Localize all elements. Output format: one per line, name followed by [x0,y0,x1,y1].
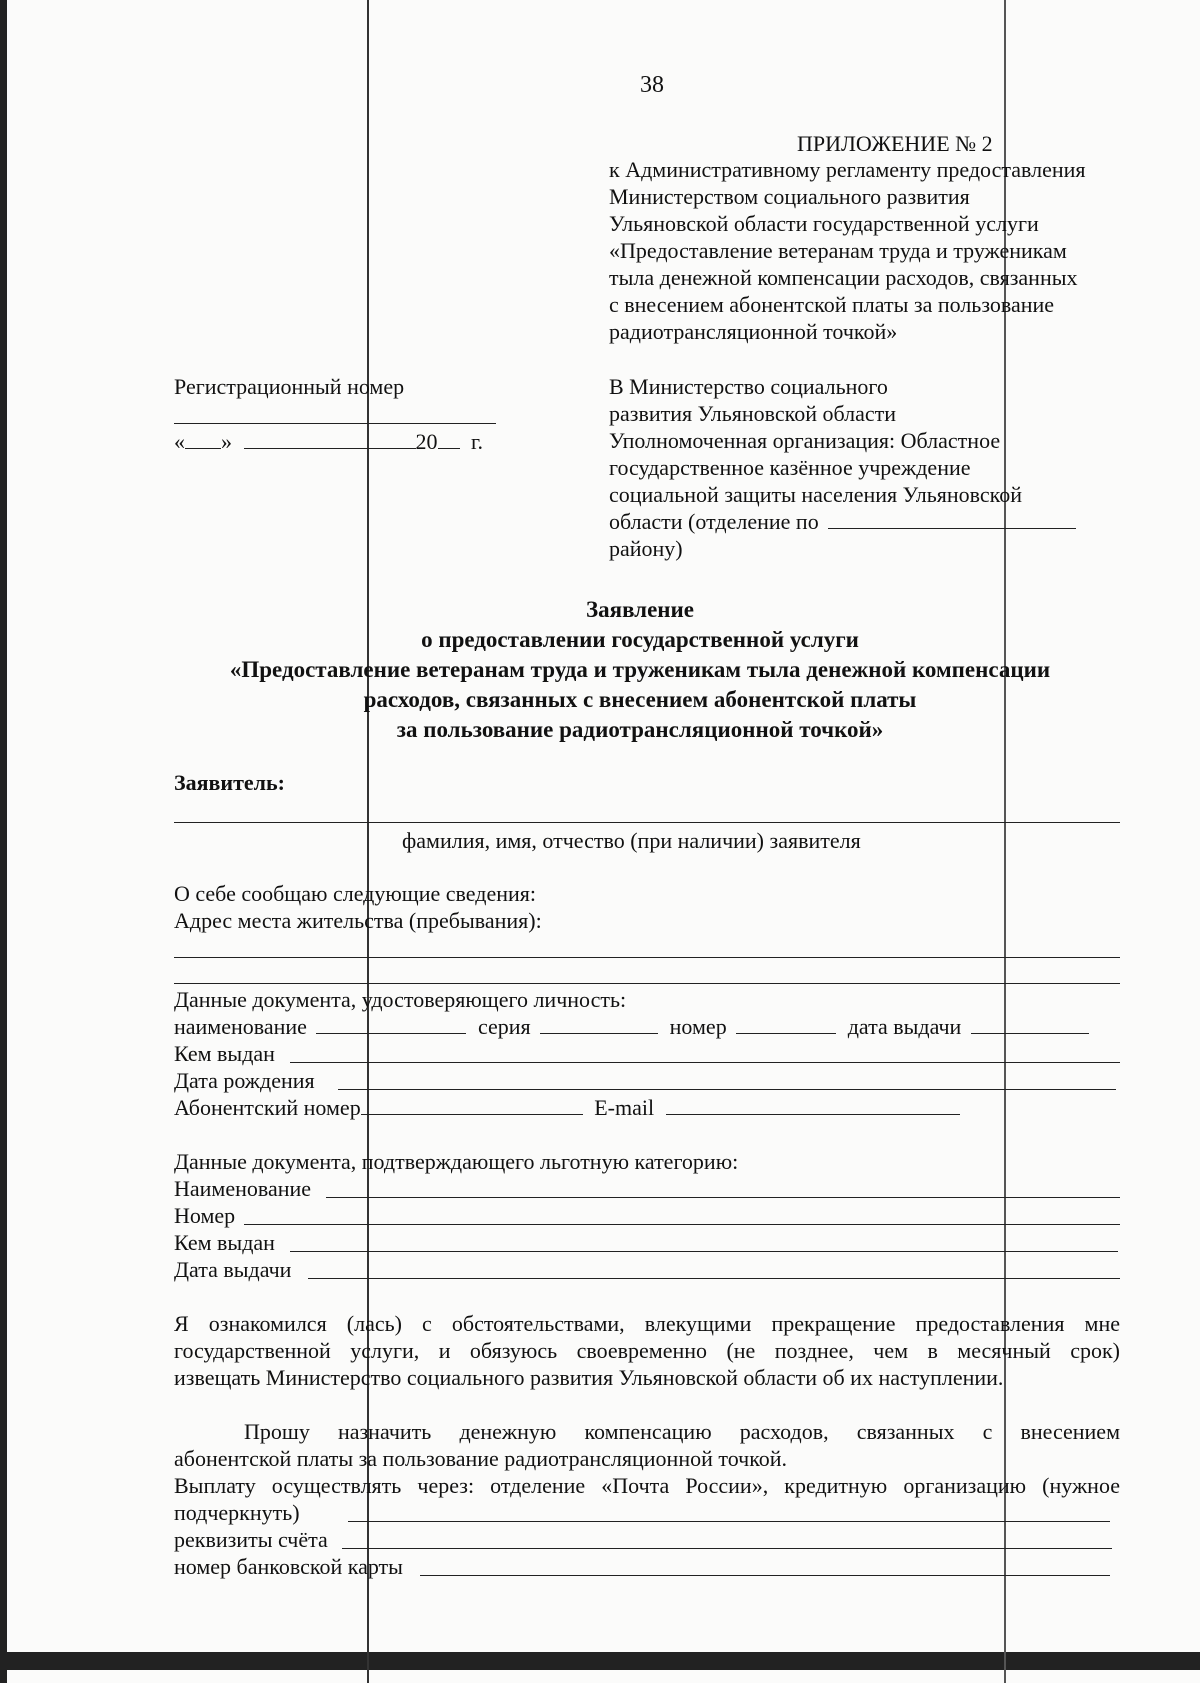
id-series-label: серия [477,1014,531,1039]
id-series-field[interactable] [540,1033,658,1034]
appendix-line: с внесением абонентской платы за пользование [609,292,1055,317]
scan-edge-left [0,0,7,1683]
underline-note-label: подчеркнуть) [174,1500,300,1525]
appendix-line: радиотрансляционной точкой» [609,319,898,344]
about-intro: О себе сообщаю следующие сведения: [174,881,537,906]
benefit-issue-date-field[interactable] [308,1278,1120,1279]
id-issue-date-field[interactable] [971,1033,1089,1034]
request-line: Выплату осуществлять через: отделение «Почта России», кредитную организацию (нужное [174,1473,1120,1498]
subscriber-number-label: Абонентский номер [174,1095,361,1120]
date-year-suffix: г. [471,429,484,454]
request-line: Прошу назначить денежную компенсацию расходов, связанных с внесением [244,1419,1120,1444]
scan-edge-bottom [0,1652,1200,1670]
addressee-block [609,373,1076,562]
id-number-label: номер [669,1014,727,1039]
appendix-line: к Административному регламенту предоставления [609,157,1086,182]
applicant-caption: фамилия, имя, отчество (при наличии) заявителя [402,828,861,853]
id-name-label: наименование [174,1014,307,1039]
subscriber-number-field[interactable] [361,1114,583,1115]
addressee-line [609,508,1076,535]
id-issued-by-label: Кем выдан [174,1041,275,1066]
addressee-line: району) [609,536,683,561]
request-paragraph [174,1418,1120,1499]
bank-card-label: номер банковской карты [174,1554,403,1579]
acknowledgement-line: Я ознакомился (лась) с обстоятельствами, влекущими прекращение предоставления мне [174,1311,1120,1336]
date-month-field[interactable] [244,448,416,449]
addressee-branch-label: области (отделение по [609,509,819,534]
contact-row [174,1094,960,1121]
benefit-issue-date-label: Дата выдачи [174,1257,292,1282]
benefit-number-label: Номер [174,1203,236,1228]
addressee-line: развития Ульяновской области [609,401,897,426]
heading-line: «Предоставление ветеранам труда и труженикам тыла денежной компенсации [229,657,1051,682]
payment-method-field[interactable] [348,1521,1110,1522]
id-issue-date-label: дата выдачи [847,1014,962,1039]
id-number-field[interactable] [736,1033,836,1034]
identity-doc-row [174,1013,1089,1040]
addressee-line: государственное казённое учреждение [609,455,971,480]
request-line: абонентской платы за пользование радиотрансляционной точкой. [174,1446,788,1471]
registration-date [174,428,483,455]
bank-card-field[interactable] [420,1575,1110,1576]
benefit-number-field[interactable] [244,1224,1120,1225]
id-birth-date-field[interactable] [338,1089,1116,1090]
registration-label: Регистрационный номер [174,374,405,399]
heading-line: о предоставлении государственной услуги [421,627,859,652]
addressee-line: В Министерство социального [609,374,888,399]
email-label: E-mail [594,1095,655,1120]
appendix-line: тыла денежной компенсации расходов, связанных [609,265,1078,290]
date-year-prefix: 20 [415,429,438,454]
benefit-issued-by-label: Кем выдан [174,1230,275,1255]
heading-line: за пользование радиотрансляционной точкой» [396,717,884,742]
id-name-field[interactable] [316,1033,466,1034]
district-field[interactable] [828,528,1076,529]
applicant-name-field[interactable] [174,822,1120,823]
statement-heading [160,595,1120,745]
account-details-label: реквизиты счёта [174,1527,328,1552]
id-issued-by-field[interactable] [290,1062,1120,1063]
acknowledgement-line: государственной услуги, и обязуюсь своевременно (не позднее, чем в месячный срок) [174,1338,1120,1363]
acknowledgement-paragraph [174,1310,1120,1391]
applicant-label: Заявитель: [174,770,285,795]
address-label: Адрес места жительства (пребывания): [174,908,542,933]
registration-number-field[interactable] [174,423,496,424]
appendix-text [609,156,1086,345]
appendix-line: Министерством социального развития [609,184,970,209]
date-day-close: » [221,429,232,454]
benefit-issued-by-field[interactable] [290,1251,1118,1252]
date-year-field[interactable] [438,448,460,449]
id-birth-date-label: Дата рождения [174,1068,315,1093]
appendix-title: ПРИЛОЖЕНИЕ № 2 [797,131,993,156]
addressee-line: социальной защиты населения Ульяновской [609,482,1023,507]
heading-line: расходов, связанных с внесением абонентской платы [363,687,917,712]
benefit-name-label: Наименование [174,1176,312,1201]
page-number: 38 [640,72,664,98]
email-field[interactable] [666,1114,960,1115]
heading-line: Заявление [585,597,695,622]
date-day-field[interactable] [185,448,221,449]
appendix-line: Ульяновской области государственной услуги [609,211,1039,236]
benefit-doc-title: Данные документа, подтверждающего льготную категорию: [174,1149,739,1174]
address-field-line[interactable] [174,957,1120,958]
address-field-line[interactable] [174,983,1120,984]
date-day-open: « [174,429,185,454]
benefit-name-field[interactable] [326,1197,1120,1198]
addressee-line: Уполномоченная организация: Областное [609,428,1001,453]
account-details-field[interactable] [342,1548,1112,1549]
acknowledgement-line: извещать Министерство социального развития Ульяновской области об их наступлении. [174,1365,1004,1390]
identity-doc-title: Данные документа, удостоверяющего личность: [174,987,627,1012]
appendix-line: «Предоставление ветеранам труда и труженикам [609,238,1067,263]
